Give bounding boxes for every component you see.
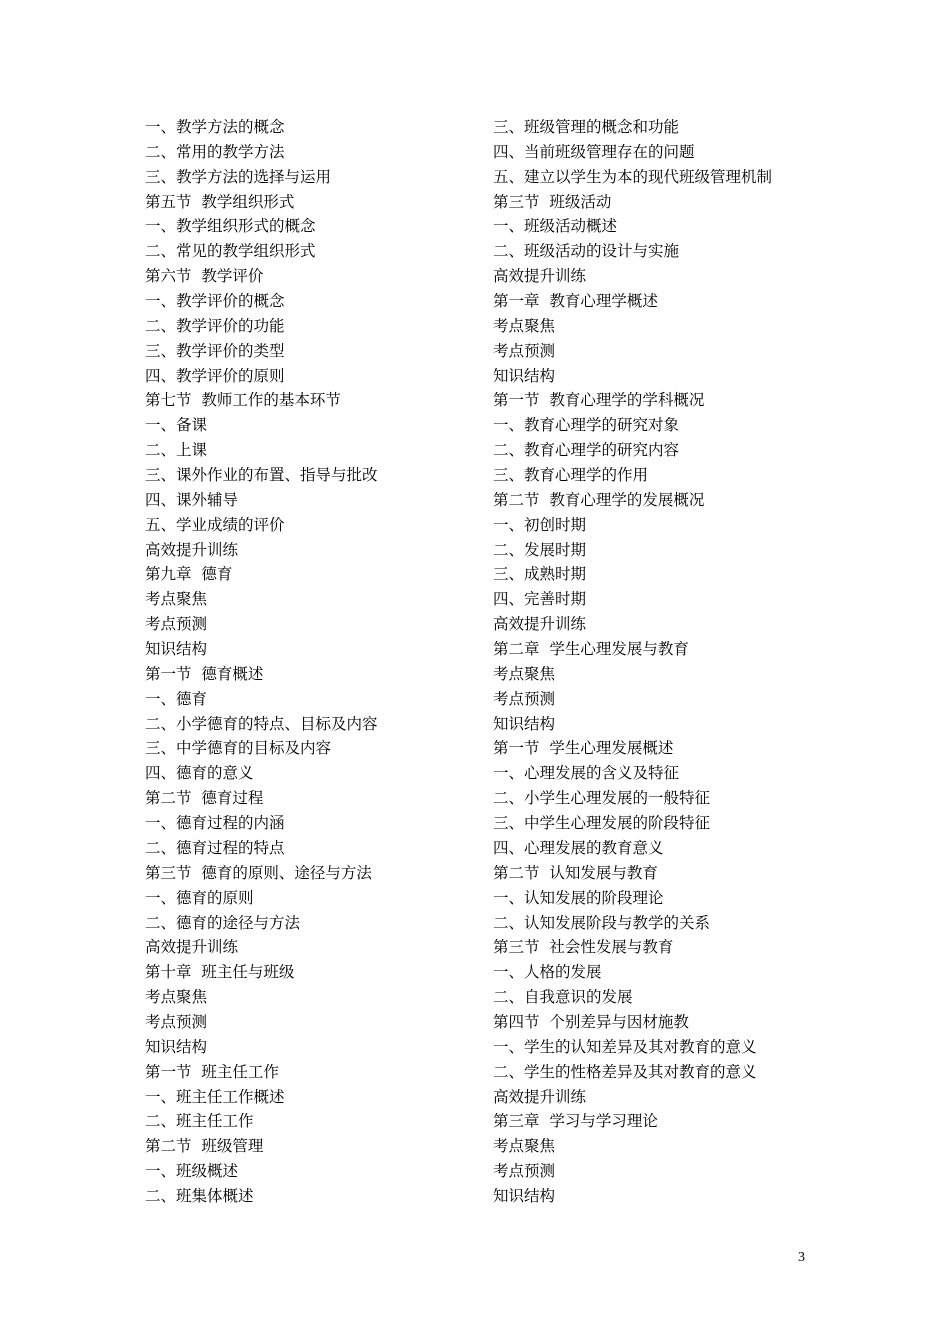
toc-entry: 第二节 认知发展与教育 bbox=[493, 863, 658, 882]
toc-entry: 三、中学生心理发展的阶段特征 bbox=[493, 814, 711, 833]
toc-entry: 知识结构 bbox=[493, 1186, 556, 1205]
toc-entry: 二、认知发展阶段与教学的关系 bbox=[493, 913, 711, 932]
toc-entry: 三、中学德育的目标及内容 bbox=[145, 739, 332, 758]
toc-entry: 第二节 德育过程 bbox=[145, 789, 264, 808]
toc-entry: 第三节 社会性发展与教育 bbox=[493, 938, 674, 957]
toc-entry: 考点预测 bbox=[493, 341, 556, 360]
toc-entry: 第二节 教育心理学的发展概况 bbox=[493, 490, 705, 509]
toc-entry: 四、当前班级管理存在的问题 bbox=[493, 142, 695, 161]
page-number: 3 bbox=[798, 1250, 805, 1265]
toc-entry: 第一章 教育心理学概述 bbox=[493, 292, 658, 311]
toc-entry: 第三节 班级活动 bbox=[493, 192, 612, 211]
toc-entry: 五、学业成绩的评价 bbox=[145, 515, 285, 534]
toc-entry: 考点预测 bbox=[493, 689, 556, 708]
toc-entry: 五、建立以学生为本的现代班级管理机制 bbox=[493, 167, 773, 186]
toc-entry: 知识结构 bbox=[145, 1037, 208, 1056]
toc-entry: 三、教育心理学的作用 bbox=[493, 466, 649, 485]
toc-entry: 知识结构 bbox=[493, 714, 556, 733]
toc-entry: 四、心理发展的教育意义 bbox=[493, 838, 664, 857]
toc-entry: 二、常用的教学方法 bbox=[145, 142, 285, 161]
toc-entry: 二、德育过程的特点 bbox=[145, 838, 285, 857]
toc-entry: 考点预测 bbox=[145, 1012, 208, 1031]
toc-entry: 第三节 德育的原则、途径与方法 bbox=[145, 863, 372, 882]
toc-entry: 高效提升训练 bbox=[493, 267, 587, 286]
toc-left-column bbox=[145, 115, 475, 1209]
toc-entry: 一、教育心理学的研究对象 bbox=[493, 416, 680, 435]
toc-entry: 二、班级活动的设计与实施 bbox=[493, 242, 680, 261]
toc-entry: 二、教育心理学的研究内容 bbox=[493, 441, 680, 460]
toc-entry: 一、教学方法的概念 bbox=[145, 118, 285, 136]
toc-entry: 三、班级管理的概念和功能 bbox=[493, 118, 680, 136]
toc-entry: 三、成熟时期 bbox=[493, 565, 587, 584]
toc-entry: 第三章 学习与学习理论 bbox=[493, 1112, 658, 1131]
toc-entry: 三、教学评价的类型 bbox=[145, 341, 285, 360]
toc-entry: 一、班主任工作概述 bbox=[145, 1087, 285, 1106]
toc-entry: 二、小学生心理发展的一般特征 bbox=[493, 789, 711, 808]
toc-entry: 第一节 学生心理发展概述 bbox=[493, 739, 674, 758]
toc-entry: 第一节 教育心理学的学科概况 bbox=[493, 391, 705, 410]
toc-entry: 二、上课 bbox=[145, 441, 208, 460]
toc-entry: 高效提升训练 bbox=[493, 1087, 587, 1106]
toc-entry: 一、德育过程的内涵 bbox=[145, 814, 285, 833]
toc-entry: 高效提升训练 bbox=[145, 938, 239, 957]
toc-right-column bbox=[493, 115, 833, 1209]
toc-entry: 三、课外作业的布置、指导与批改 bbox=[145, 466, 378, 485]
toc-entry: 一、备课 bbox=[145, 416, 208, 435]
toc-entry: 第六节 教学评价 bbox=[145, 267, 264, 286]
toc-entry: 高效提升训练 bbox=[145, 540, 239, 559]
toc-entry: 一、德育的原则 bbox=[145, 888, 254, 907]
toc-entry: 第五节 教学组织形式 bbox=[145, 192, 295, 211]
toc-entry: 二、小学德育的特点、目标及内容 bbox=[145, 714, 378, 733]
toc-entry: 第二章 学生心理发展与教育 bbox=[493, 640, 689, 659]
toc-entry: 一、初创时期 bbox=[493, 515, 587, 534]
toc-entry: 一、学生的认知差异及其对教育的意义 bbox=[493, 1037, 757, 1056]
toc-entry: 第一节 德育概述 bbox=[145, 664, 264, 683]
toc-entry: 第九章 德育 bbox=[145, 565, 233, 584]
toc-entry: 二、班集体概述 bbox=[145, 1186, 254, 1205]
toc-entry: 知识结构 bbox=[493, 366, 556, 385]
toc-entry: 四、课外辅导 bbox=[145, 490, 239, 509]
toc-entry: 二、班主任工作 bbox=[145, 1112, 254, 1131]
toc-entry: 一、班级活动概述 bbox=[493, 217, 618, 236]
toc-entry: 第七节 教师工作的基本环节 bbox=[145, 391, 341, 410]
toc-entry: 三、教学方法的选择与运用 bbox=[145, 167, 332, 186]
toc-entry: 二、教学评价的功能 bbox=[145, 316, 285, 335]
toc-entry: 一、教学组织形式的概念 bbox=[145, 217, 316, 236]
toc-entry: 一、教学评价的概念 bbox=[145, 292, 285, 311]
toc-entry: 二、发展时期 bbox=[493, 540, 587, 559]
toc-entry: 第十章 班主任与班级 bbox=[145, 963, 295, 982]
toc-entry: 四、教学评价的原则 bbox=[145, 366, 285, 385]
toc-entry: 二、自我意识的发展 bbox=[493, 988, 633, 1007]
toc-entry: 一、人格的发展 bbox=[493, 963, 602, 982]
toc-entry: 一、认知发展的阶段理论 bbox=[493, 888, 664, 907]
toc-entry: 一、德育 bbox=[145, 689, 208, 708]
toc-entry: 考点聚焦 bbox=[145, 590, 208, 609]
toc-entry: 二、德育的途径与方法 bbox=[145, 913, 301, 932]
toc-entry: 第二节 班级管理 bbox=[145, 1137, 264, 1156]
toc-entry: 四、完善时期 bbox=[493, 590, 587, 609]
toc-entry: 第四节 个别差异与因材施教 bbox=[493, 1012, 689, 1031]
toc-entry: 第一节 班主任工作 bbox=[145, 1062, 279, 1081]
toc-entry: 考点聚焦 bbox=[493, 1137, 556, 1156]
toc-entry: 考点预测 bbox=[145, 615, 208, 634]
toc-entry: 考点聚焦 bbox=[493, 316, 556, 335]
toc-entry: 高效提升训练 bbox=[493, 615, 587, 634]
toc-entry: 四、德育的意义 bbox=[145, 764, 254, 783]
toc-entry: 二、常见的教学组织形式 bbox=[145, 242, 316, 261]
toc-entry: 考点预测 bbox=[493, 1162, 556, 1181]
toc-entry: 考点聚焦 bbox=[493, 664, 556, 683]
toc-entry: 一、心理发展的含义及特征 bbox=[493, 764, 680, 783]
toc-entry: 二、学生的性格差异及其对教育的意义 bbox=[493, 1062, 757, 1081]
toc-entry: 考点聚焦 bbox=[145, 988, 208, 1007]
toc-entry: 一、班级概述 bbox=[145, 1162, 239, 1181]
toc-entry: 知识结构 bbox=[145, 640, 208, 659]
